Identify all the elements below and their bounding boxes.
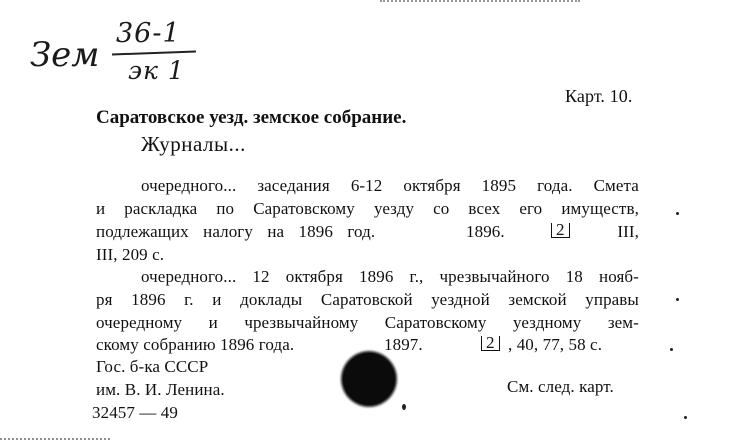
library-dedication: им. В. И. Ленина. bbox=[96, 380, 225, 399]
card-subtitle: Журналы... bbox=[141, 132, 246, 156]
ink-speck bbox=[670, 348, 673, 351]
shelf-mark-2: 2 bbox=[481, 336, 500, 351]
ink-speck bbox=[402, 404, 406, 410]
entry2-line2: ря 1896 г. и доклады Саратовской уездной земской управы bbox=[96, 290, 639, 309]
entry1-line1: очередного... заседания 6-12 октября 1895 года. Смета bbox=[141, 176, 639, 195]
ink-speck bbox=[676, 212, 679, 215]
ink-blot bbox=[343, 353, 395, 405]
card-title: Саратовское уезд. земское собрание. bbox=[96, 107, 407, 128]
scan-edge-noise bbox=[380, 0, 580, 4]
handwritten-number-bottom: эк 1 bbox=[128, 56, 185, 85]
library-order-number: 32457 — 49 bbox=[92, 403, 178, 422]
handwritten-fund: Зем bbox=[30, 35, 100, 75]
entry1-line2: и раскладка по Саратовскому уезду со всех его имуществ, bbox=[96, 199, 639, 218]
shelf-mark-1: 2 bbox=[551, 223, 570, 238]
ink-speck bbox=[684, 416, 687, 419]
card-number: Карт. 10. bbox=[565, 86, 633, 106]
entry1-line3: подлежащих налогу на 1896 год. 1896. 2 III, bbox=[96, 220, 639, 241]
entry2-line3: очередному и чрезвычайному Саратовскому уездному зем- bbox=[96, 313, 639, 332]
handwritten-number-top: 36-1 bbox=[116, 18, 181, 49]
handwritten-fraction-line bbox=[112, 51, 196, 56]
see-next-card: См. след. карт. bbox=[507, 377, 614, 396]
library-name: Гос. б-ка СССР bbox=[96, 357, 209, 376]
scan-edge-noise bbox=[0, 438, 110, 442]
entry1-line4: III, 209 с. bbox=[96, 245, 165, 264]
entry2-line1: очередного... 12 октября 1896 г., чрезвычайного 18 нояб- bbox=[141, 267, 639, 286]
entry2-line4: скому собранию 1896 года. 1897. 2 , 40, 77, 58 с. bbox=[96, 333, 603, 354]
ink-speck bbox=[676, 298, 679, 301]
